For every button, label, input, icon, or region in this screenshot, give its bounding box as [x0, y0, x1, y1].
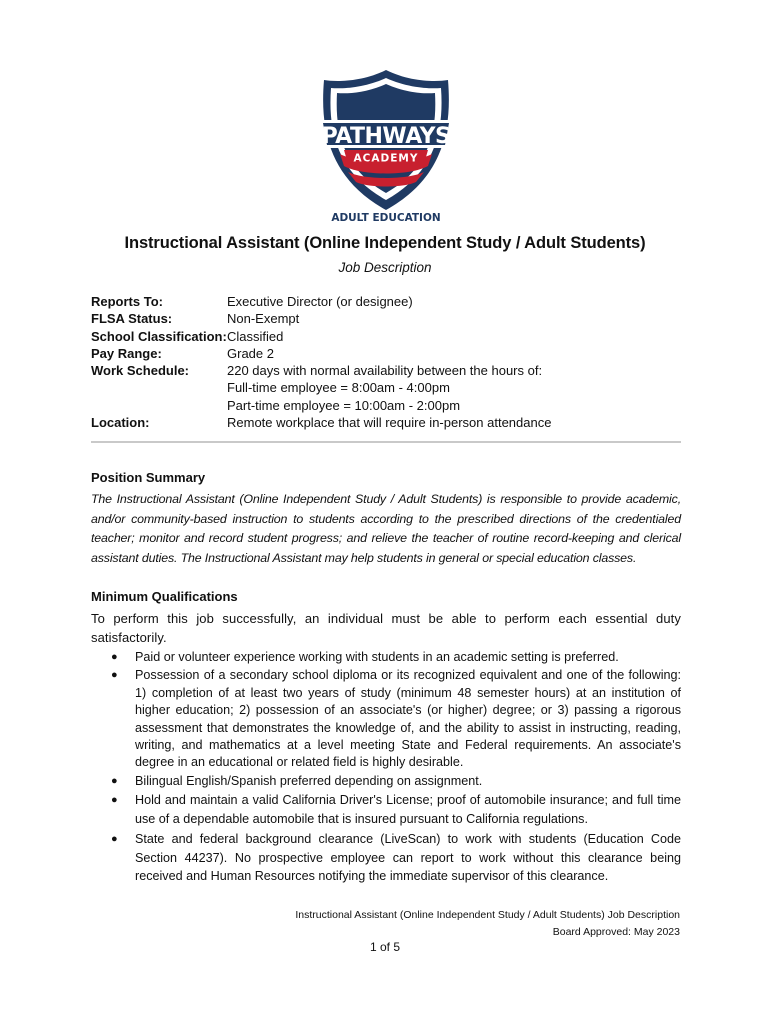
info-row-location — [91, 414, 551, 431]
info-row-pay-range — [91, 345, 551, 362]
info-label: Pay Range: — [91, 345, 162, 361]
list-item-text: State and federal background clearance (LiveScan) to work with students (Education Code Section 44237). No prospective employee can report to work without this clearance being received and Human Resources notifying the immediate supervisor of this clearance. — [135, 831, 681, 884]
info-label: Reports To: — [91, 294, 163, 309]
info-value: Grade 2 — [227, 345, 274, 361]
position-summary-heading: Position Summary — [91, 470, 206, 485]
bullet-icon: ● — [111, 669, 118, 682]
list-item-text: Possession of a secondary school diploma or its recognized equivalent and one of the following: 1) completion of at least two years of study (minimum 48 semester hours) at an institution of higher education; 2) possession of an associate's (or higher) degree; or 3) passing a rigorous assessment that demonstrates the knowledge of, and the ability to assist in instructing, reading, writing, and mathematics at a level meeting State and Federal requirements. An associate's degree in an educational or related field is highly desirable. — [135, 668, 681, 770]
info-row-flsa-status — [91, 310, 551, 327]
info-value: Non-Exempt — [227, 311, 300, 327]
job-info-table — [91, 293, 551, 431]
info-value: Classified — [227, 328, 284, 344]
list-item — [91, 830, 681, 886]
page-number: 1 of 5 — [369, 940, 401, 954]
info-label: School Classification: — [91, 328, 227, 344]
document-title: Instructional Assistant (Online Independent Study / Adult Students) — [124, 234, 646, 252]
logo-org-sub: ACADEMY — [353, 152, 419, 165]
bullet-icon: ● — [111, 774, 118, 787]
info-label: Location: — [91, 415, 150, 431]
pathways-academy-logo — [318, 68, 454, 226]
position-summary-text: The Instructional Assistant (Online Independent Study / Adult Students) is responsible to provide academic, and/or community-based instruction to students according to the prescribed directions of the credentialed teacher; monitor and record student progress; and relieve the teacher of routine record-keeping and clerical assistant duties. The Instructional Assistant may help students in general or special education classes. — [91, 492, 681, 565]
info-label: FLSA Status: — [91, 311, 173, 327]
info-row-school-classification — [91, 328, 551, 345]
page-footer — [295, 907, 680, 940]
list-item — [91, 791, 681, 829]
list-item-text: Paid or volunteer experience working with students in an academic setting is preferred. — [135, 650, 619, 664]
section-divider — [91, 441, 681, 443]
list-item-text: Bilingual English/Spanish preferred depending on assignment. — [135, 773, 483, 788]
info-value-group — [227, 362, 542, 414]
qualifications-intro: To perform this job successfully, an individual must be able to perform each essential duty satisfactorily. — [91, 611, 681, 645]
logo-org-name: PATHWAYS — [321, 124, 451, 149]
list-item — [91, 649, 681, 666]
qualifications-list — [91, 649, 681, 887]
document-subtitle: Job Description — [338, 260, 432, 275]
info-row-work-schedule — [91, 362, 551, 414]
info-value: Part-time employee = 10:00am - 2:00pm — [227, 397, 461, 413]
bullet-icon: ● — [111, 794, 118, 807]
info-row-reports-to — [91, 293, 551, 310]
bullet-icon: ● — [111, 651, 118, 663]
info-value: Executive Director (or designee) — [227, 294, 413, 309]
footer-doc-title: Instructional Assistant (Online Independent Study / Adult Students) Job Description — [295, 909, 680, 921]
list-item — [91, 667, 681, 771]
bullet-icon: ● — [111, 832, 118, 845]
info-value: Full-time employee = 8:00am - 4:00pm — [227, 380, 450, 396]
info-value: 220 days with normal availability between the hours of: — [227, 363, 543, 379]
logo-program: ADULT EDUCATION — [331, 212, 441, 224]
list-item — [91, 773, 681, 790]
footer-approval: Board Approved: May 2023 — [552, 925, 680, 938]
info-value: Remote workplace that will require in-person attendance — [227, 415, 552, 431]
info-label: Work Schedule: — [91, 363, 190, 379]
minimum-qualifications-heading: Minimum Qualifications — [91, 589, 238, 604]
list-item-text: Hold and maintain a valid California Driver's License; proof of automobile insurance; and full time use of a dependable automobile that is insured pursuant to California regulations. — [135, 793, 681, 827]
